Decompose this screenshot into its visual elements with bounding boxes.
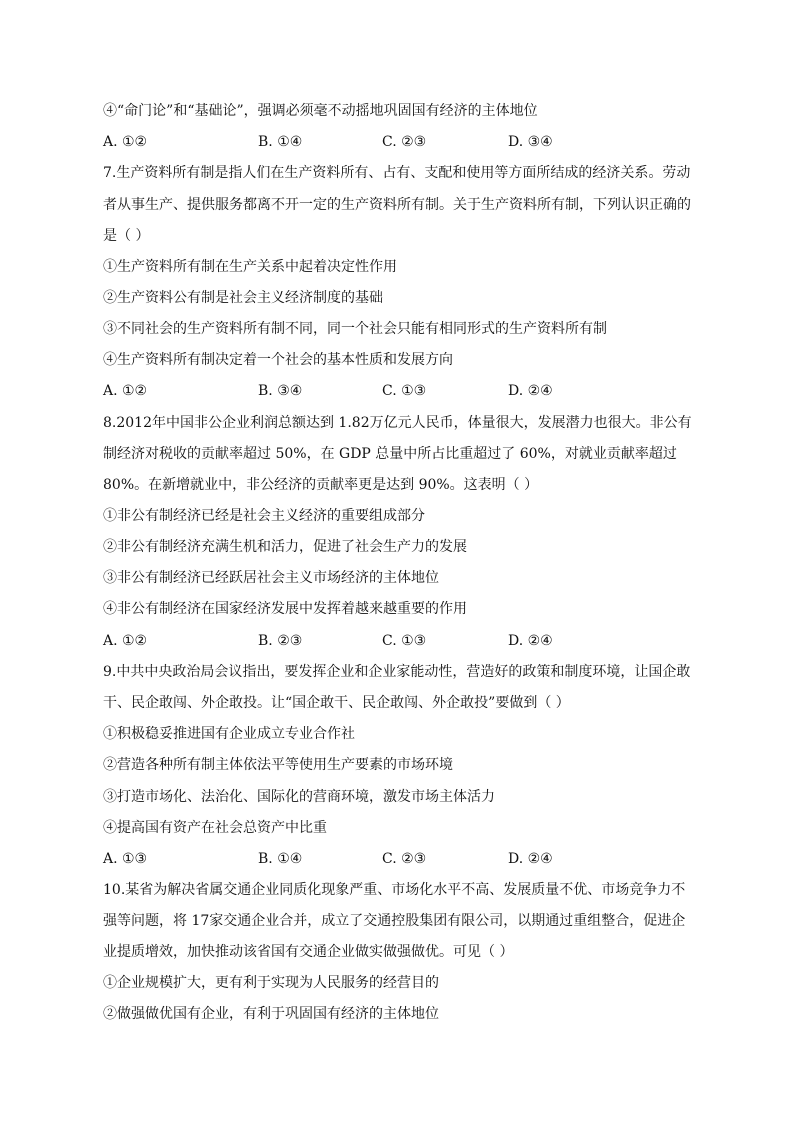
- q8-option-b: B. ②③: [258, 633, 303, 649]
- q6-item-4: ④“命门论”和“基础论”，强调必须毫不动摇地巩固国有经济的主体地位: [103, 103, 538, 119]
- q7-option-a: A. ①②: [103, 383, 148, 399]
- q7-item-1: ①生产资料所有制在生产关系中起着决定性作用: [103, 259, 397, 275]
- q8-options: [103, 631, 703, 651]
- q9-stem-line-2: 干、民企敢闯、外企敢投。让“国企敢干、民企敢闯、外企敢投”要做到（ ）: [103, 695, 570, 711]
- q8-item-4: ④非公有制经济在国家经济发展中发挥着越来越重要的作用: [103, 601, 467, 617]
- q6-option-a: A. ①②: [103, 134, 148, 150]
- q6-option-c: C. ②③: [382, 134, 427, 150]
- q7-item-2: ②生产资料公有制是社会主义经济制度的基础: [103, 290, 383, 306]
- q7-stem-line-2: 者从事生产、提供服务都离不开一定的生产资料所有制。关于生产资料所有制，下列认识正确的: [103, 197, 691, 213]
- q7-stem-line-3: 是（ ）: [103, 228, 150, 244]
- q8-item-1: ①非公有制经济已经是社会主义经济的重要组成部分: [103, 508, 425, 524]
- q9-options: [103, 849, 703, 869]
- q10-item-1: ①企业规模扩大，更有利于实现为人民服务的经营目的: [103, 975, 439, 991]
- q9-option-a: A. ①③: [103, 851, 148, 867]
- q6-options: [103, 132, 703, 152]
- q8-item-2: ②非公有制经济充满生机和活力，促进了社会生产力的发展: [103, 539, 467, 555]
- q9-option-b: B. ①④: [258, 851, 303, 867]
- q9-item-2: ②营造各种所有制主体依法平等使用生产要素的市场环境: [103, 757, 453, 773]
- q6-option-b: B. ①④: [258, 134, 303, 150]
- q7-stem-line-1: 7.生产资料所有制是指人们在生产资料所有、占有、支配和使用等方面所结成的经济关系。劳动: [103, 165, 691, 181]
- q9-option-d: D. ②④: [508, 851, 553, 867]
- q7-option-d: D. ②④: [508, 383, 553, 399]
- q7-options: [103, 381, 703, 401]
- q8-item-3: ③非公有制经济已经跃居社会主义市场经济的主体地位: [103, 570, 439, 586]
- q10-item-2: ②做强做优国有企业，有利于巩固国有经济的主体地位: [103, 1006, 439, 1022]
- q8-option-a: A. ①②: [103, 633, 148, 649]
- q9-option-c: C. ②③: [382, 851, 427, 867]
- q8-stem-line-3: 80%。在新增就业中，非公经济的贡献率更是达到 90%。这表明（ ）: [103, 477, 539, 493]
- q8-stem-line-1: 8.2012年中国非公企业利润总额达到 1.82万亿元人民币，体量很大，发展潜力也很大。非公有: [103, 415, 692, 431]
- q6-option-d: D. ③④: [508, 134, 553, 150]
- q8-option-d: D. ②④: [508, 633, 553, 649]
- q10-stem-line-1: 10.某省为解决省属交通企业同质化现象严重、市场化水平不高、发展质量不优、市场竞争力不: [103, 882, 686, 898]
- q7-option-c: C. ①③: [382, 383, 427, 399]
- q8-option-c: C. ①③: [382, 633, 427, 649]
- q7-item-3: ③不同社会的生产资料所有制不同，同一个社会只能有相同形式的生产资料所有制: [103, 321, 607, 337]
- q7-item-4: ④生产资料所有制决定着一个社会的基本性质和发展方向: [103, 352, 453, 368]
- q9-item-1: ①积极稳妥推进国有企业成立专业合作社: [103, 726, 355, 742]
- q7-option-b: B. ③④: [258, 383, 303, 399]
- q9-item-3: ③打造市场化、法治化、国际化的营商环境，激发市场主体活力: [103, 789, 495, 805]
- q9-item-4: ④提高国有资产在社会总资产中比重: [103, 820, 327, 836]
- q10-stem-line-3: 业提质增效，加快推动该省国有交通企业做实做强做优。可见（ ）: [103, 944, 514, 960]
- q8-stem-line-2: 制经济对税收的贡献率超过 50%，在 GDP 总量中所占比重超过了 60%，对就业贡献率超过: [103, 446, 677, 462]
- q9-stem-line-1: 9.中共中央政治局会议指出，要发挥企业和企业家能动性，营造好的政策和制度环境，让国企敢: [103, 664, 691, 680]
- q10-stem-line-2: 强等问题，将 17家交通企业合并，成立了交通控股集团有限公司，以期通过重组整合，促进企: [103, 913, 686, 929]
